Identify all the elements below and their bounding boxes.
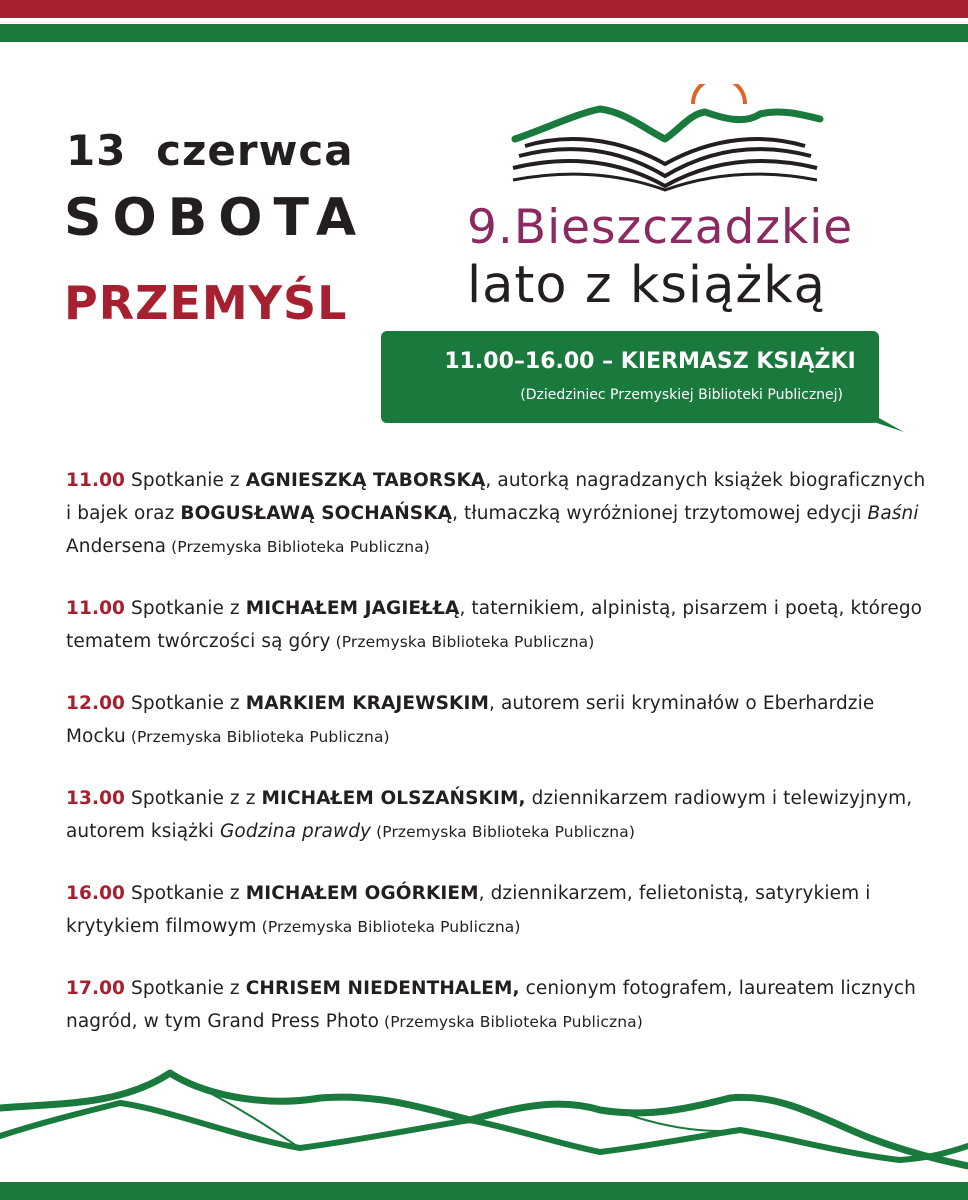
mountain-range-lines-icon [0,1048,968,1178]
book-title: Baśni [867,503,919,524]
book-fair-place: (Dziedziniec Przemyskiej Biblioteki Publicznej) [520,387,843,403]
open-book-mountains-sun-icon [505,84,825,194]
guest-name: MARKIEM KRAJEWSKIM [245,693,489,714]
event-item [66,972,926,1039]
event-intro: Spotkanie z [125,598,246,619]
logo-subtitle: lato z książką [467,256,826,315]
event-item [66,782,926,849]
event-venue: (Przemyska Biblioteka Publiczna) [256,918,521,936]
event-venue: (Przemyska Biblioteka Publiczna) [125,728,390,746]
event-intro: Spotkanie z [125,883,246,904]
event-city: PRZEMYŚL [64,276,348,330]
guest-name: BOGUSŁAWĄ SOCHAŃSKĄ [180,503,453,524]
event-time: 12.00 [66,693,126,714]
guest-name: MICHAŁEM OGÓRKIEM [245,883,479,904]
event-item [66,464,926,564]
event-description: , autorką nagradzanych książek biograficznych i bajek oraz [66,470,926,524]
event-time: 16.00 [66,883,126,904]
book-fair-title: 11.00–16.00 – KIERMASZ KSIĄŻKI [444,349,856,374]
event-intro: Spotkanie z [125,470,246,491]
event-venue: (Przemyska Biblioteka Publiczna) [371,823,635,841]
top-green-stripe [0,24,968,42]
logo-title [467,200,853,255]
event-intro: Spotkanie z [125,693,246,714]
event-date: 13 czerwca [66,126,354,175]
logo-number: 9. [467,200,514,255]
event-venue: (Przemyska Biblioteka Publiczna) [330,633,595,651]
logo-title-text: Bieszczadzkie [513,200,854,255]
event-schedule [66,464,926,1067]
event-item [66,687,926,754]
event-time: 11.00 [66,470,126,491]
bottom-green-stripe [0,1182,968,1200]
event-time: 13.00 [66,788,126,809]
event-description: , taternikiem, alpinistą, pisarzem i poetą, którego tematem twórczości są góry [66,598,923,652]
book-title: Godzina prawdy [220,821,372,842]
event-description: Andersena [66,536,167,557]
event-day: SOBOTA [64,188,368,248]
event-time: 17.00 [66,978,126,999]
event-description: , autorem serii kryminałów o Eberhardzie Mocku [66,693,875,747]
event-intro: Spotkanie z z [125,788,262,809]
event-description: cenionym fotografem, laureatem licznych nagród, w tym Grand Press Photo [66,978,916,1032]
speech-bubble-tail-icon [862,418,904,432]
event-venue: (Przemyska Biblioteka Publiczna) [166,538,430,556]
event-description: dziennikarzem radiowym i telewizyjnym, autorem książki [66,788,913,842]
event-time: 11.00 [66,598,126,619]
event-description: , dziennikarzem, felietonistą, satyrykiem i krytykiem filmowym [66,883,871,937]
event-venue: (Przemyska Biblioteka Publiczna) [379,1013,643,1031]
event-item [66,877,926,944]
guest-name: CHRISEM NIEDENTHALEM, [245,978,520,999]
event-intro: Spotkanie z [125,978,246,999]
top-red-stripe [0,0,968,18]
book-fair-banner [381,331,879,423]
guest-name: MICHAŁEM JAGIEŁŁĄ [245,598,460,619]
event-description: , tłumaczką wyróżnionej trzytomowej edycji [452,503,868,524]
guest-name: MICHAŁEM OLSZAŃSKIM, [261,788,526,809]
event-item [66,592,926,659]
guest-name: AGNIESZKĄ TABORSKĄ [245,470,486,491]
